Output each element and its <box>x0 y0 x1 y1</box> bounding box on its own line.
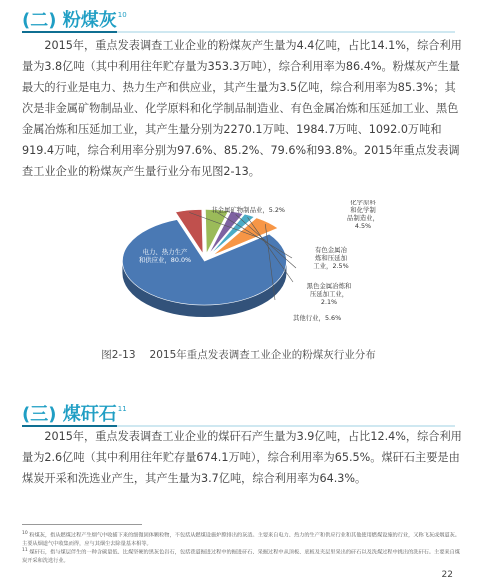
data-label-line: 化学原料 <box>350 200 376 206</box>
section-heading-coal-gangue <box>22 400 127 424</box>
page-number: 22 <box>441 570 453 580</box>
data-label-line: 压延加工业， <box>309 290 349 298</box>
footnote-11 <box>22 547 462 565</box>
section-title: (二) 粉煤灰 <box>22 10 117 31</box>
data-label <box>313 245 348 270</box>
heading-underline <box>22 31 117 33</box>
data-label-line: 4.5% <box>354 222 372 230</box>
section-heading-fly-ash <box>22 6 127 30</box>
data-label <box>211 205 285 214</box>
data-label-line: 炼和压延加 <box>315 254 347 262</box>
figure-number: 图2-13 <box>101 349 136 361</box>
data-label <box>293 313 341 322</box>
data-label-line: 和化学制 <box>350 206 376 214</box>
footnote-mark: 11 <box>117 405 127 413</box>
paragraph-coal-gangue: 2015年，重点发表调查工业企业的煤矸石产生量为3.9亿吨，占比12.4%，综合利用量为2.6亿吨（其中利用往年贮存量674.1万吨），综合利用率为65.5%。煤矸石主要是由煤炭开采和洗选业产生，其产生量为3.7亿吨，综合利用率为64.3%。 <box>22 430 462 485</box>
pie-chart-svg <box>95 200 395 340</box>
data-label-line: 工业，2.5% <box>313 262 349 270</box>
footnote-divider <box>22 524 142 525</box>
section-title: (三) 煤矸石 <box>22 404 117 425</box>
figure-caption <box>0 347 477 362</box>
data-label-line: 黑色金属冶炼和 <box>306 282 352 290</box>
footnote-text: 煤矸石，指与煤层伴生的一种含碳量低、比煤坚硬的黑灰色岩石，包括巷道掘进过程中的掘进矸石、采掘过程中从顶板、底板及夹层里采出的矸石以及洗煤过程中挑出的洗矸石。主要来自煤炭开采和洗选行业。 <box>22 549 460 564</box>
footnote-10 <box>22 530 462 548</box>
data-label-line: 非金属矿物制品业，5.2% <box>211 206 285 214</box>
data-label-line: 2.1% <box>320 298 338 306</box>
pie-chart <box>95 200 395 340</box>
data-label-line: 和供应业，80.0% <box>138 256 192 264</box>
paragraph-fly-ash: 2015年，重点发表调查工业企业的粉煤灰产生量为4.4亿吨，占比14.1%，综合利用量为3.8亿吨（其中利用往年贮存量为353.3万吨），综合利用率为86.4%。粉煤灰产生量最大的行业是电力、热力生产和供应业，其产生量为3.5亿吨，综合利用率为85.3%；其次是非金属矿物制品业、化学原料和化学制品制造业、有色金属冶炼和压延加工业、黑色金属冶炼和压延加工业，其产生量分别为2270.1万吨、1984.7万吨、1092.0万吨和919.4万吨，综合利用率分别为97.6%、85.2%、79.6%和93.8%。2015年重点发表调查工业企业的粉煤灰产生量行业分布见图2-13。 <box>22 39 462 178</box>
data-label <box>347 200 379 230</box>
footnote-text: 粉煤灰，指从燃煤过程产生烟气中收捕下来的细微固体颗粒物，不包括从燃煤设施炉膛排出的灰渣。主要来自电力、热力的生产和供应行业和其他使用燃煤设施的行业，又称飞灰或烟道灰。主要从烟道气中收集而得，应与其烟尘去除量基本相等。 <box>22 532 460 547</box>
data-label <box>139 247 191 264</box>
data-label-line: 有色金属冶 <box>315 246 347 254</box>
data-label-line: 电力、热力生产 <box>142 248 188 256</box>
footnote-mark: 10 <box>117 11 127 19</box>
figure-title: 2015年重点发表调查工业企业的粉煤灰行业分布 <box>149 349 376 361</box>
data-label <box>307 281 352 306</box>
data-label-line: 其他行业，5.6% <box>293 314 342 322</box>
footnote-mark: 10 <box>22 531 28 536</box>
data-label-line: 品制造业， <box>347 214 379 222</box>
heading-rule <box>117 31 455 33</box>
footnote-mark: 11 <box>22 548 28 553</box>
